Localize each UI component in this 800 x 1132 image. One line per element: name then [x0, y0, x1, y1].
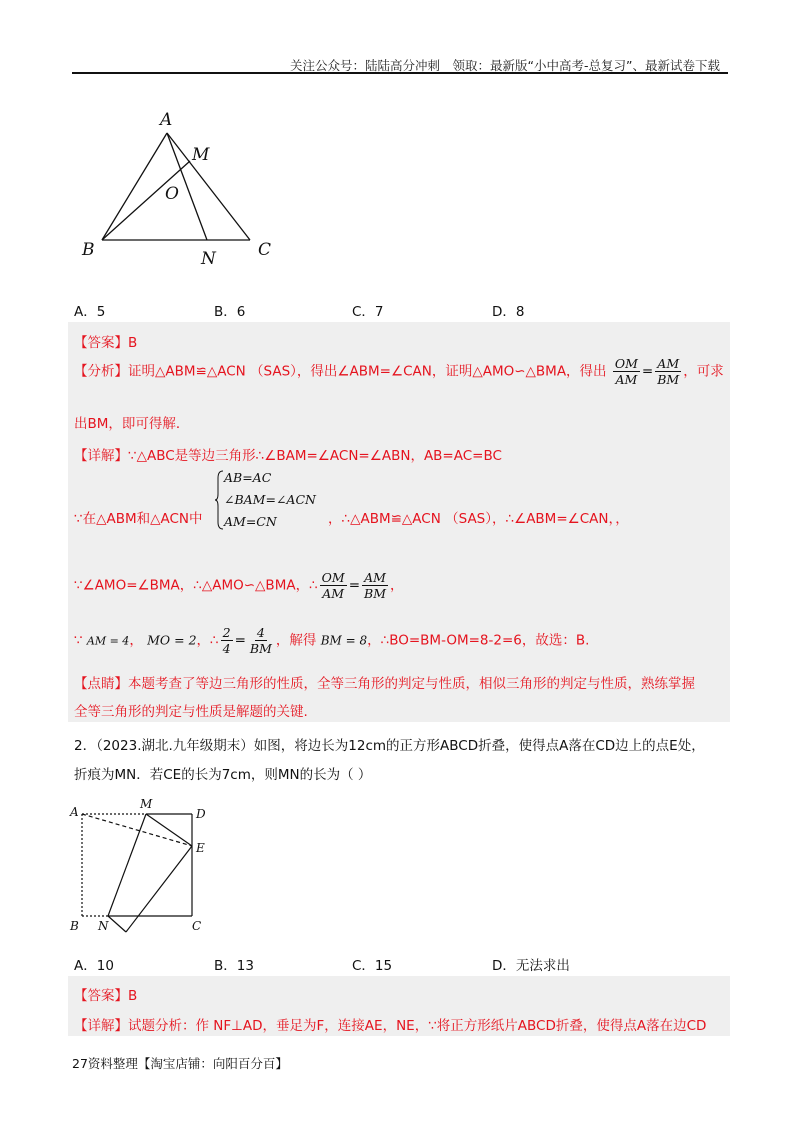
frac-num: AM [364, 570, 386, 585]
equation-system [214, 470, 334, 532]
frac-den: BM [364, 586, 387, 601]
q1-detail-line4 [74, 625, 589, 656]
answer-tag: 【答案】 [74, 335, 128, 351]
label-M: M [140, 797, 153, 811]
q2-option-d: D．无法求出 [492, 958, 570, 974]
math-am-4: AM = 4 [86, 634, 130, 648]
segment-N-fold [108, 916, 126, 932]
triangle-figure [72, 105, 292, 270]
label-M: M [192, 145, 210, 165]
q1-analysis-line1 [74, 356, 724, 387]
q2-detail [74, 1014, 706, 1034]
frac-num: OM [614, 356, 638, 371]
equals-sign: = [641, 363, 654, 380]
q1-option-a: A．5 [74, 304, 106, 320]
q1-option-d: D．8 [492, 304, 525, 320]
analysis-text2: ，可求 [683, 363, 724, 380]
detail-text: 试题分析：作 NF⊥AD，垂足为F，连接AE，NE，∵将正方形纸片ABCD折叠，使得点A落在边CD [128, 1018, 707, 1034]
brace-icon [214, 470, 224, 530]
fraction-2-4 [221, 625, 233, 656]
frac-den: BM [657, 372, 680, 387]
q1-detail-line3 [74, 570, 404, 601]
label-B: B [82, 240, 95, 260]
q1-detail-line1 [74, 444, 502, 464]
q1-option-c: C．7 [352, 304, 384, 320]
q2-option-c: C．15 [352, 958, 393, 974]
fraction-am-bm [655, 356, 681, 387]
frac-num: OM [321, 570, 345, 585]
system-row-1: AB=AC [224, 470, 272, 485]
fraction-am-bm-2 [362, 570, 388, 601]
q2-option-b: B．13 [214, 958, 254, 974]
q1-tip-line1 [74, 672, 695, 692]
equals-sign: = [234, 632, 246, 649]
q2-stem-line2: 折痕为MN．若CE的长为7cm，则MN的长为（ ） [74, 767, 372, 783]
frac-den: AM [322, 586, 345, 601]
analysis-tag: 【分析】 [74, 363, 128, 380]
because-sign: ∵ [74, 632, 83, 649]
frac-num: 4 [256, 625, 265, 640]
label-C: C [192, 919, 202, 933]
page-footer [72, 1054, 288, 1072]
fraction-om-am [613, 356, 640, 387]
math-mo-2: MO = 2 [147, 632, 197, 648]
label-N: N [201, 249, 216, 269]
answer-value: B [128, 335, 138, 351]
tip-text: 本题考查了等边三角形的性质，全等三角形的判定与性质，相似三角形的判定与性质，熟练掌握 [128, 676, 695, 692]
q1-detail-line2-pre: ∵在△ABM和△ACN中 [74, 511, 203, 527]
frac-num: 2 [222, 625, 231, 640]
comma: ， [129, 632, 143, 649]
therefore-sign: ，∴ [196, 632, 219, 649]
tip-tag: 【点睛】 [74, 676, 128, 692]
frac-num: AM [657, 356, 680, 371]
detail-tag: 【详解】 [74, 448, 128, 464]
label-E: E [196, 841, 205, 855]
frac-den: AM [615, 372, 638, 387]
segment-AB [102, 133, 167, 240]
dashed-AE [82, 814, 192, 846]
footer-text: 资料整理【淘宝店铺：向阳百分百】 [87, 1056, 288, 1071]
page-number: 27 [72, 1056, 88, 1071]
segment-ME [146, 814, 192, 846]
label-N: N [98, 919, 109, 933]
q1-option-b: B．6 [214, 304, 246, 320]
label-B: B [70, 919, 79, 933]
fraction-om-am-2 [320, 570, 347, 601]
frac-den: 4 [222, 641, 231, 656]
answer-value: B [128, 988, 138, 1004]
label-C: C [258, 240, 272, 260]
segment-MN [108, 814, 146, 916]
q2-option-a: A．10 [74, 958, 114, 974]
answer-tag: 【答案】 [74, 988, 128, 1004]
fraction-4-bm [248, 625, 274, 656]
square-fold-figure [66, 794, 226, 942]
q1-analysis-line2: 出BM，即可得解． [74, 416, 190, 432]
header-divider [72, 72, 728, 74]
q1-detail-line2-post: ，∴△ABM≌△ACN （SAS），∴∠ABM=∠CAN，， [328, 511, 629, 527]
label-O: O [165, 184, 179, 204]
detail-line3-text: ∵∠AMO=∠BMA，∴△AMO∽△BMA，∴ [74, 577, 318, 594]
q1-answer [74, 331, 137, 351]
label-A: A [70, 805, 79, 819]
system-row-2: ∠BAM=∠ACN [224, 492, 316, 507]
detail-tag: 【详解】 [74, 1018, 128, 1034]
q1-tip-line2: 全等三角形的判定与性质是解题的关键. [74, 704, 308, 720]
frac-den: BM [249, 641, 272, 656]
detail-conclusion: ，∴BO=BM-OM=8-2=6，故选：B. [367, 632, 590, 649]
equals-sign: = [348, 577, 361, 594]
solve-text: ，解得 [275, 632, 317, 649]
q2-answer [74, 984, 137, 1004]
segment-E-fold [126, 846, 192, 932]
comma: ， [390, 577, 404, 594]
page-header: 关注公众号：陆陆高分冲刺 领取：最新版“小中高考-总复习”、最新试卷下载 [290, 58, 720, 73]
label-A: A [160, 110, 173, 130]
q2-stem-line1: 2．（2023.湖北.九年级期末）如图，将边长为12cm的正方形ABCD折叠，使得点A落在CD边上的点E处， [74, 738, 705, 754]
math-bm-8: BM = 8 [320, 633, 368, 648]
system-row-3: AM=CN [224, 514, 277, 529]
detail-text: ∵△ABC是等边三角形∴∠BAM=∠ACN=∠ABN，AB=AC=BC [128, 448, 502, 464]
analysis-text1: 证明△ABM≌△ACN （SAS），得出∠ABM=∠CAN，证明△AMO∽△BMA，得出 [128, 363, 607, 380]
label-D: D [196, 807, 206, 821]
